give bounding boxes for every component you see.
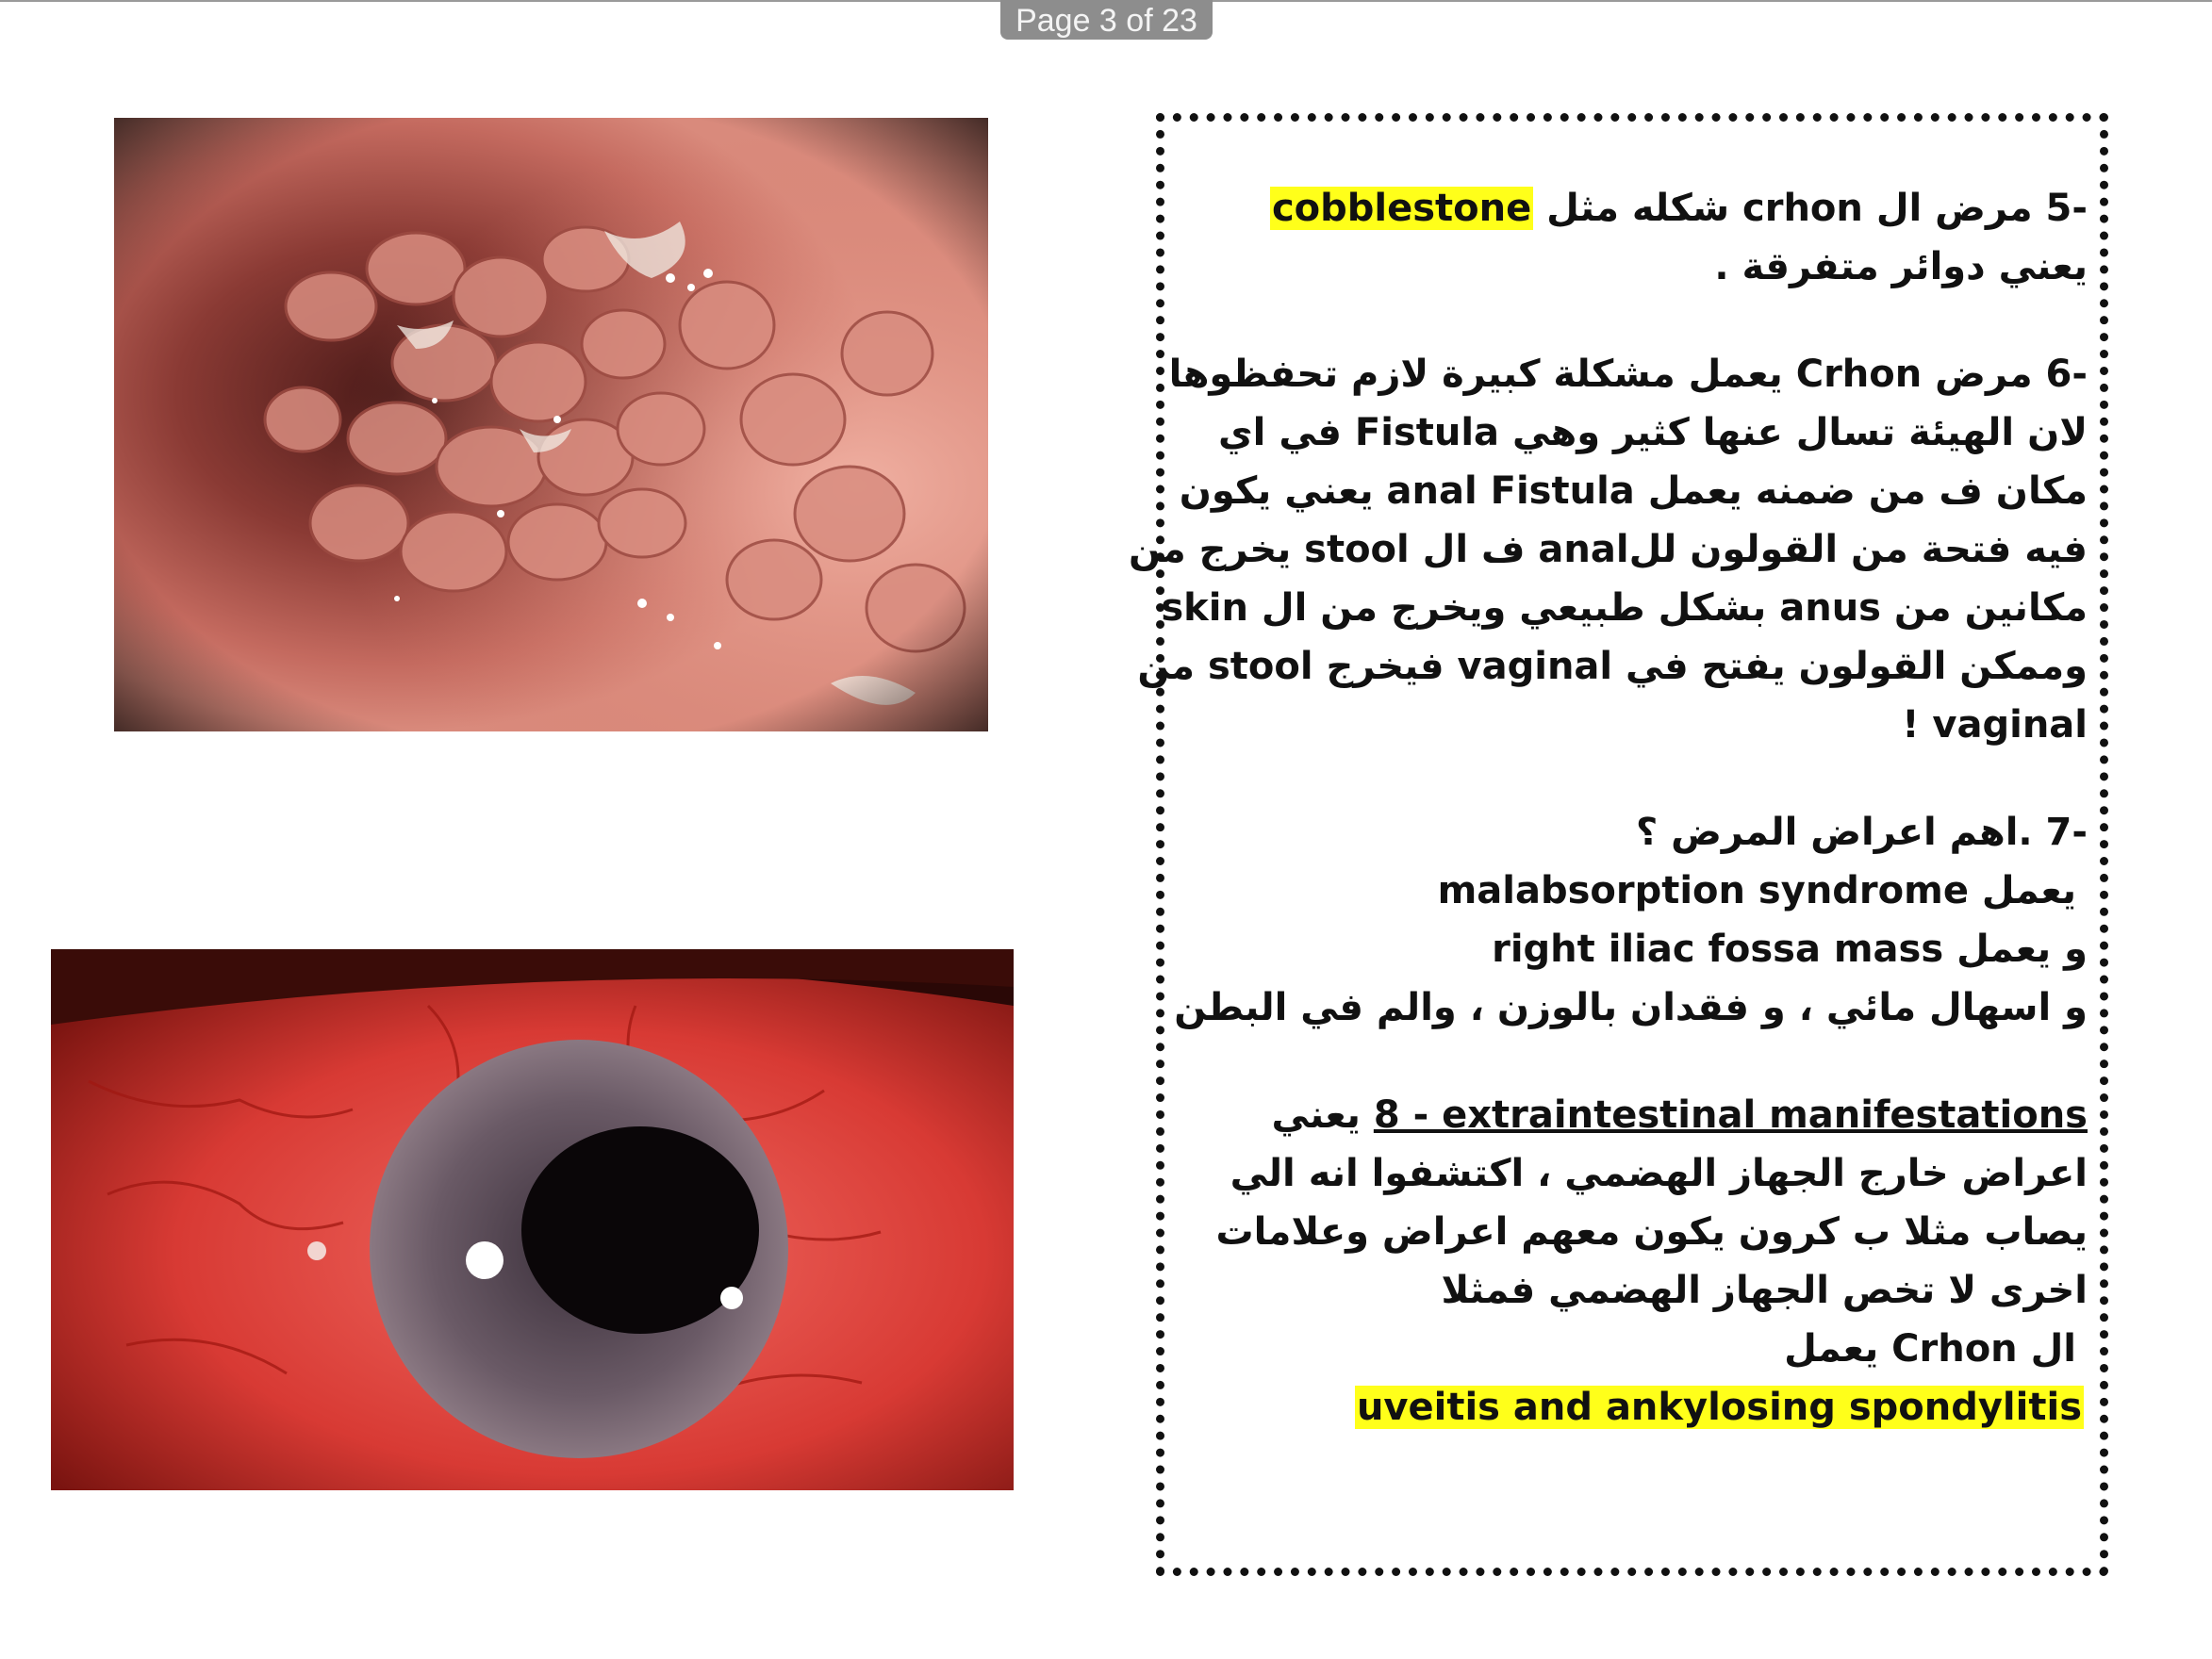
note-6-line: وممكن القولون يفتح في vaginal فيخرج stool من — [1137, 645, 2088, 688]
note-6 — [1128, 345, 2088, 754]
cobblestone-highlight: cobblestone — [1271, 187, 1532, 230]
notes-text — [1128, 179, 2088, 1486]
note-5 — [1179, 179, 2088, 296]
note-8-line: اخرى لا تخص الجهاز الهضمي فمثلا — [1441, 1269, 2088, 1312]
colon-endoscopy-photo — [114, 118, 988, 731]
note-6-line: vaginal ! — [1902, 703, 2088, 747]
note-7-line: و اسهال مائي ، و فقدان بالوزن ، والم في البطن — [1174, 986, 2088, 1029]
note-8 — [1179, 1086, 2088, 1437]
note-6-line: لان الهيئة تسال عنها كثير وهي Fistula في اي — [1218, 411, 2088, 454]
note-7-line: و يعمل right iliac fossa mass — [1492, 928, 2088, 971]
note-8-highlight-line — [1179, 1378, 2088, 1437]
note-8-line: ال Crhon يعمل — [1784, 1327, 2076, 1371]
note-8-line: اعراض خارج الجهاز الهضمي ، اكتشفوا انه الي — [1230, 1152, 2088, 1195]
uveitis-eye-photo — [51, 949, 1014, 1490]
uveitis-highlight: uveitis and ankylosing spondylitis — [1356, 1386, 2082, 1429]
note-8-line: يصاب مثلا ب كرون يكون معهم اعراض وعلامات — [1215, 1210, 2088, 1254]
note-6-line: مكان ف من ضمنه يعمل anal Fistula يعني يكون — [1179, 469, 2088, 513]
note-6-line: فيه فتحة من القولون للanal ف ال stool يخرج من — [1128, 528, 2088, 571]
note-7-line: يعمل malabsorption syndrome — [1437, 869, 2076, 912]
note-5-line-2: يعني دوائر متفرقة . — [1714, 245, 2088, 288]
page-indicator: Page 3 of 23 — [1000, 0, 1213, 40]
note-6-line: -6 مرض Crhon يعمل مشكلة كبيرة لازم تحفظوها — [1168, 353, 2088, 396]
note-6-line: مكانين من anus بشكل طبيعي ويخرج من ال skin — [1161, 586, 2088, 630]
note-8-line-1: 8 - extraintestinal manifestations يعني — [1271, 1093, 2088, 1137]
note-7-line: -7 .اهم اعراض المرض ؟ — [1635, 811, 2088, 854]
note-5-line-1: -5 مرض ال crhon شكله مثل cobblestone — [1271, 187, 2088, 230]
note-7 — [1174, 803, 2088, 1037]
